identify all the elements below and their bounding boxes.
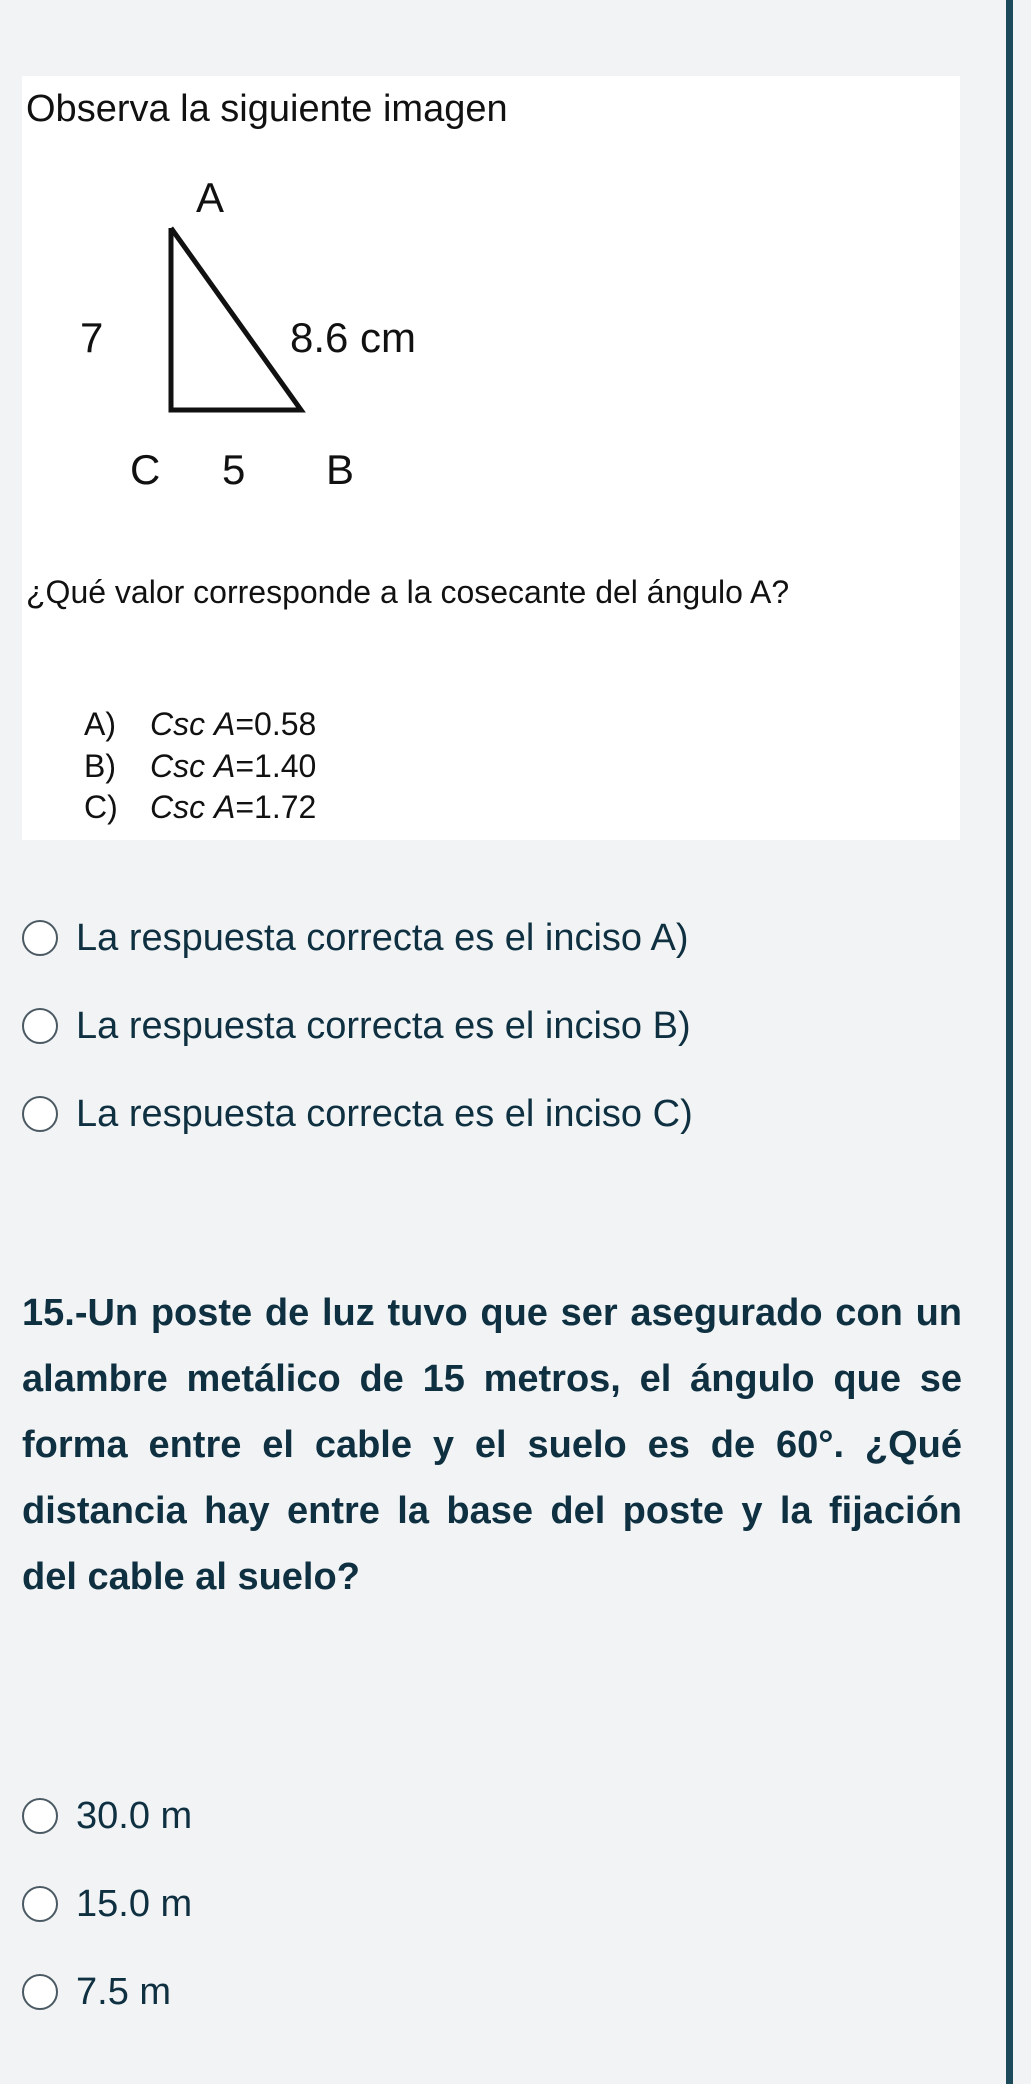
triangle-shape (171, 228, 301, 410)
choice-letter: C) (84, 789, 118, 825)
right-border-rule (1006, 0, 1013, 2084)
radio-circle-icon[interactable] (22, 1974, 58, 2010)
radio-option-b[interactable] (22, 998, 691, 1054)
radio-option-c[interactable] (22, 1086, 693, 1142)
radio-option-a[interactable] (22, 910, 689, 966)
image-question-text: ¿Qué valor corresponde a la cosecante del ángulo A? (26, 574, 790, 610)
choice-a (84, 706, 316, 743)
radio-option-label[interactable]: La respuesta correcta es el inciso C) (76, 1092, 693, 1135)
vertex-b-label: B (326, 446, 355, 493)
radio-option-30m[interactable] (22, 1788, 192, 1844)
choice-variable: A (214, 789, 236, 825)
radio-option-label[interactable]: 30.0 m (76, 1794, 193, 1837)
choice-value: =0.58 (235, 706, 317, 742)
radio-circle-icon[interactable] (22, 1886, 58, 1922)
radio-option-label[interactable]: 15.0 m (76, 1882, 193, 1925)
choice-letter: B) (84, 748, 116, 784)
vertex-a-label: A (196, 174, 225, 221)
radio-option-label[interactable]: 7.5 m (76, 1970, 172, 2013)
radio-option-label[interactable]: La respuesta correcta es el inciso A) (76, 916, 689, 959)
choice-variable: A (214, 748, 236, 784)
choice-function: Csc (150, 789, 206, 825)
choice-letter: A) (84, 706, 116, 742)
side-cb-label: 5 (222, 446, 246, 493)
side-ac-label: 7 (80, 314, 104, 361)
vertex-c-label: C (130, 446, 161, 493)
radio-circle-icon[interactable] (22, 1798, 58, 1834)
choice-b (84, 748, 316, 785)
radio-circle-icon[interactable] (22, 920, 58, 956)
choice-function: Csc (150, 748, 206, 784)
image-intro-text: Observa la siguiente imagen (26, 88, 508, 130)
radio-circle-icon[interactable] (22, 1096, 58, 1132)
question-image (22, 76, 960, 840)
radio-circle-icon[interactable] (22, 1008, 58, 1044)
choice-variable: A (214, 706, 236, 742)
choice-value: =1.72 (235, 789, 317, 825)
choice-c (84, 789, 316, 826)
question-15-text: 15.-Un poste de luz tuvo que ser asegurado con un alambre metálico de 15 metros, el ángulo que se forma entre el cable y el suelo es de 60°. ¿Qué distancia hay entre la base del poste y la fijación del cable al suelo? (22, 1292, 962, 1598)
side-ab-label: 8.6 cm (290, 314, 417, 361)
choice-value: =1.40 (235, 748, 317, 784)
radio-option-15m[interactable] (22, 1876, 192, 1932)
radio-option-label[interactable]: La respuesta correcta es el inciso B) (76, 1004, 691, 1047)
radio-option-7-5m[interactable] (22, 1964, 171, 2020)
choice-function: Csc (150, 706, 206, 742)
